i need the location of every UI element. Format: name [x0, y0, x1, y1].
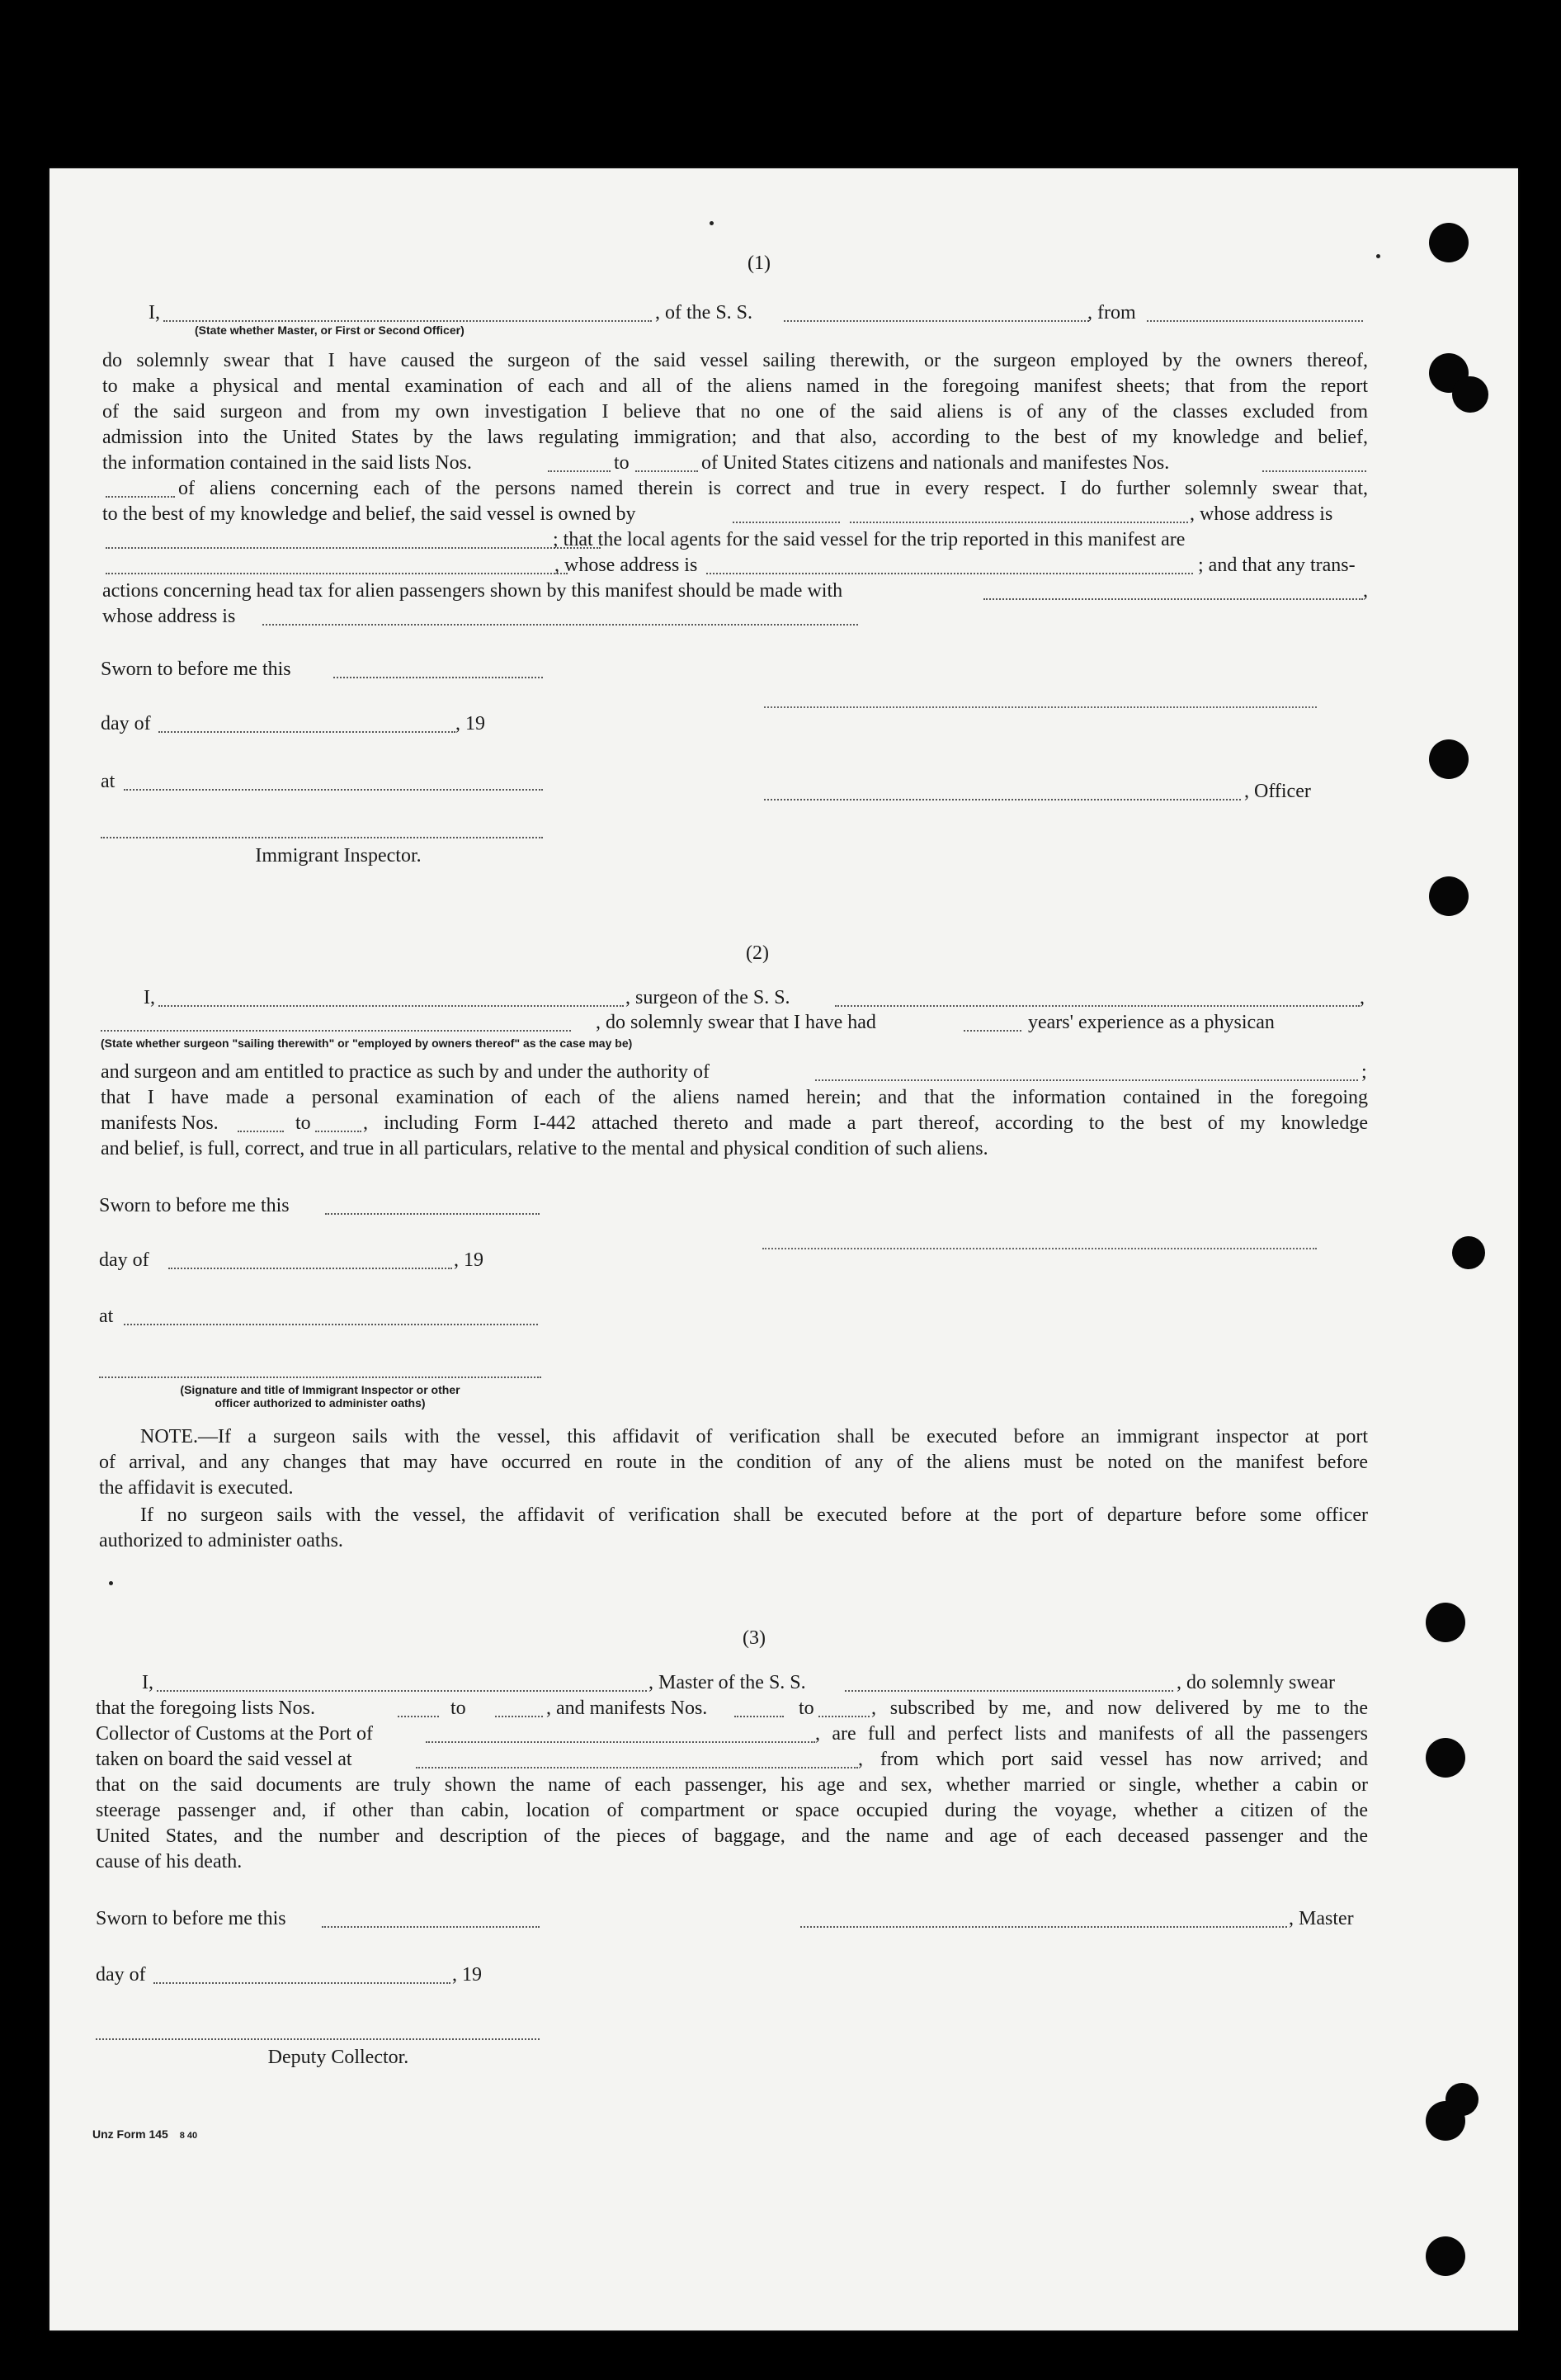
s3-body-fragment: taken on board the said vessel at — [96, 1749, 352, 1770]
s3-body-line: , from which port said vessel has now arrived; and — [858, 1749, 1368, 1770]
s2-vessel-line — [835, 1005, 1360, 1007]
s3-lists-to-line — [495, 1716, 543, 1717]
punch-hole — [1452, 376, 1488, 413]
s3-master-label: , Master — [1289, 1908, 1354, 1929]
s1-body-fragment: ; that the local agents for the said vessel for the trip reported in this manifest are — [553, 529, 1186, 550]
s1-lead-i: I, — [149, 302, 160, 323]
s3-master-line — [800, 1926, 1287, 1928]
s2-years-line — [964, 1030, 1021, 1032]
s2-surgeon-of: , surgeon of the S. S. — [625, 987, 790, 1008]
s2-authority-line — [815, 1079, 1358, 1081]
s3-body-fragment: to — [450, 1698, 466, 1719]
s1-body-line: to make a physical and mental examination of each and all of the aliens named in the foregoing manifest sheets; that from the report — [102, 375, 1368, 397]
s3-body-fragment: , and manifests Nos. — [546, 1698, 708, 1719]
s1-day-line — [158, 731, 455, 733]
s1-owner-address-line — [106, 547, 601, 549]
s2-surgeon-note: (State whether surgeon "sailing therewith" or "employed by owners thereof" as the case may be) — [101, 1037, 633, 1050]
form-number — [92, 2127, 197, 2141]
section-1-number: (1) — [747, 253, 771, 274]
s1-body-fragment: to the best of my knowledge and belief, the said vessel is owned by — [102, 503, 636, 525]
s1-body-line: admission into the United States by the laws regulating immigration; and that also, according to the best of my knowledge and belief, — [102, 427, 1368, 448]
s1-officer-line — [163, 320, 652, 322]
s2-manifest-to-line — [315, 1131, 361, 1132]
s1-headtax-line — [983, 598, 1363, 600]
s3-body-line: , subscribed by me, and now delivered by me to the — [871, 1698, 1368, 1719]
s2-semicolon: ; — [1361, 1061, 1367, 1083]
s2-day-line — [168, 1268, 452, 1269]
s1-manifest-to-line — [106, 496, 175, 498]
s2-surgeon-type-line — [101, 1030, 571, 1032]
s3-sworn-line — [322, 1926, 540, 1928]
s2-signature-line — [762, 1248, 1317, 1249]
s2-note-line: the affidavit is executed. — [99, 1477, 294, 1499]
s1-body-fragment: , whose address is — [1190, 503, 1333, 525]
punch-hole — [1445, 2083, 1478, 2116]
s2-body-line: and belief, is full, correct, and true in all particulars, relative to the mental and physical condition of such aliens. — [101, 1138, 988, 1159]
s1-body-line: of aliens concerning each of the persons named therein is correct and true in every respect. I do further solemnly swear that, — [178, 478, 1368, 499]
s1-inspector-line — [101, 837, 543, 838]
s1-officer-label: , Officer — [1244, 781, 1311, 802]
s2-years: years' experience as a physican — [1028, 1012, 1275, 1033]
s3-lists-from-line — [398, 1716, 439, 1717]
s2-sig-note-2: officer authorized to administer oaths) — [215, 1396, 426, 1410]
s1-from-line — [1147, 320, 1363, 322]
speck — [109, 1581, 113, 1585]
s2-sig-note-1: (Signature and title of Immigrant Inspector or other — [180, 1383, 460, 1396]
s1-of-the-ss: , of the S. S. — [655, 302, 753, 323]
s2-swear: , do solemnly swear that I have had — [596, 1012, 876, 1033]
s3-day-line — [153, 1982, 450, 1984]
s1-body-line: of the said surgeon and from my own investigation I believe that no one of the said aliens is of any of the classes excluded from — [102, 401, 1368, 423]
s2-year-label: , 19 — [454, 1249, 483, 1271]
s2-body-fragment: and surgeon and am entitled to practice as such by and under the authority of — [101, 1061, 710, 1083]
s2-note-line: If no surgeon sails with the vessel, the affidavit of verification shall be executed before at the port of departure before some officer — [140, 1504, 1368, 1526]
s1-at-label: at — [101, 771, 116, 792]
s1-lists-from-line — [548, 470, 611, 472]
s1-sworn-line — [333, 677, 543, 678]
s1-year-label: , 19 — [455, 713, 485, 734]
s1-body-fragment: of United States citizens and nationals and manifestes Nos. — [701, 452, 1170, 474]
punch-hole — [1429, 876, 1469, 916]
punch-hole — [1426, 2236, 1465, 2276]
form-code: 8 40 — [179, 2131, 198, 2141]
speck — [710, 221, 714, 225]
s3-lead-i: I, — [142, 1672, 153, 1693]
s1-at-line — [124, 789, 543, 791]
s1-manifest-line — [1262, 470, 1366, 472]
s3-deputy-label: Deputy Collector. — [267, 2047, 409, 2068]
s2-note-line: of arrival, and any changes that may have occurred en route in the condition of any of the aliens must be noted on the manifest before — [99, 1452, 1368, 1473]
s3-boarding-port-line — [416, 1767, 858, 1768]
s1-agents-address-line — [706, 573, 1193, 574]
s1-agents-line — [106, 573, 568, 574]
s3-collector-line — [96, 2038, 540, 2040]
s2-manifest-from-line — [238, 1131, 284, 1132]
s3-vessel-line — [845, 1690, 1173, 1692]
s3-body-line: cause of his death. — [96, 1851, 243, 1872]
s3-body-line: steerage passenger and, if other than cabin, location of compartment or space occupied during the voyage, whether a citizen of the — [96, 1800, 1368, 1821]
s1-officer-note: (State whether Master, or First or Second Officer) — [195, 323, 465, 337]
s1-vessel-line — [784, 320, 1089, 322]
s3-day-of-label: day of — [96, 1964, 146, 1986]
s3-body-line: United States, and the number and description of the pieces of baggage, and the name and age of each deceased passenger and the — [96, 1825, 1368, 1847]
s2-at-label: at — [99, 1306, 114, 1327]
s2-note-line: NOTE.—If a surgeon sails with the vessel, this affidavit of verification shall be executed before an immigrant inspector at port — [140, 1426, 1368, 1447]
s2-inspector-sig-line — [99, 1377, 541, 1378]
s1-from: , from — [1087, 302, 1136, 323]
s3-port-line — [426, 1741, 815, 1743]
punch-hole — [1452, 1236, 1485, 1269]
s3-name-line — [157, 1690, 647, 1692]
punch-hole — [1429, 223, 1469, 262]
s1-owner-line-b — [850, 522, 1188, 523]
s1-owner-line-a — [733, 522, 840, 523]
s1-body-fragment: to — [614, 452, 630, 474]
s3-sworn-label: Sworn to before me this — [96, 1908, 286, 1929]
s1-sworn-label: Sworn to before me this — [101, 659, 291, 680]
s2-sworn-label: Sworn to before me this — [99, 1195, 290, 1216]
s2-body-line: that I have made a personal examination of each of the aliens named herein; and that the information contained in the foregoing — [101, 1087, 1368, 1108]
s1-lists-to-line — [635, 470, 698, 472]
s3-year-label: , 19 — [452, 1964, 482, 1986]
s3-manifest-from-line — [734, 1716, 784, 1717]
s1-body-fragment: the information contained in the said lists Nos. — [102, 452, 472, 474]
s2-body-fragment: manifests Nos. — [101, 1112, 219, 1134]
s2-day-of-label: day of — [99, 1249, 149, 1271]
s2-comma: , — [1360, 987, 1365, 1008]
s3-body-fragment: that the foregoing lists Nos. — [96, 1698, 315, 1719]
s1-inspector-label: Immigrant Inspector. — [255, 845, 422, 867]
form-number-label: Unz Form 145 — [92, 2127, 168, 2141]
punch-hole — [1429, 739, 1469, 779]
punch-hole — [1426, 1738, 1465, 1778]
s2-body-fragment: to — [295, 1112, 311, 1134]
s2-at-line — [124, 1324, 538, 1325]
s1-body-fragment: , whose address is — [554, 555, 698, 576]
speck — [1376, 254, 1380, 258]
s3-body-fragment: Collector of Customs at the Port of — [96, 1723, 373, 1745]
s2-name-line — [158, 1005, 624, 1007]
s1-headtax-address-line — [262, 624, 858, 626]
s1-body-fragment: actions concerning head tax for alien passengers shown by this manifest should be made with — [102, 580, 843, 602]
section-3-number: (3) — [743, 1627, 766, 1649]
s1-body-fragment: whose address is — [102, 606, 236, 627]
punch-hole — [1426, 1603, 1465, 1642]
s3-master-of: , Master of the S. S. — [648, 1672, 806, 1693]
s2-note-line: authorized to administer oaths. — [99, 1530, 343, 1551]
section-2-number: (2) — [746, 942, 769, 964]
s2-lead-i: I, — [144, 987, 155, 1008]
s3-body-line: that on the said documents are truly shown the name of each passenger, his age and sex, whether married or single, whether a cabin or — [96, 1774, 1368, 1796]
s1-body-line: do solemnly swear that I have caused the surgeon of the said vessel sailing therewith, or the surgeon employed by the owners thereof, — [102, 350, 1368, 371]
s1-body-fragment: ; and that any trans- — [1198, 555, 1356, 576]
s2-sworn-line — [325, 1213, 540, 1215]
s1-comma: , — [1363, 580, 1368, 602]
s1-signature-line — [764, 706, 1317, 708]
s3-body-fragment: to — [799, 1698, 814, 1719]
s2-body-line: , including Form I-442 attached thereto and made a part thereof, according to the best of my knowledge — [363, 1112, 1368, 1134]
s1-officer-line — [764, 799, 1241, 800]
s3-manifest-to-line — [818, 1716, 870, 1717]
document-page — [50, 168, 1518, 2330]
s1-day-of-label: day of — [101, 713, 151, 734]
s3-body-line: , are full and perfect lists and manifests of all the passengers — [815, 1723, 1368, 1745]
s3-do-swear: , do solemnly swear — [1177, 1672, 1335, 1693]
